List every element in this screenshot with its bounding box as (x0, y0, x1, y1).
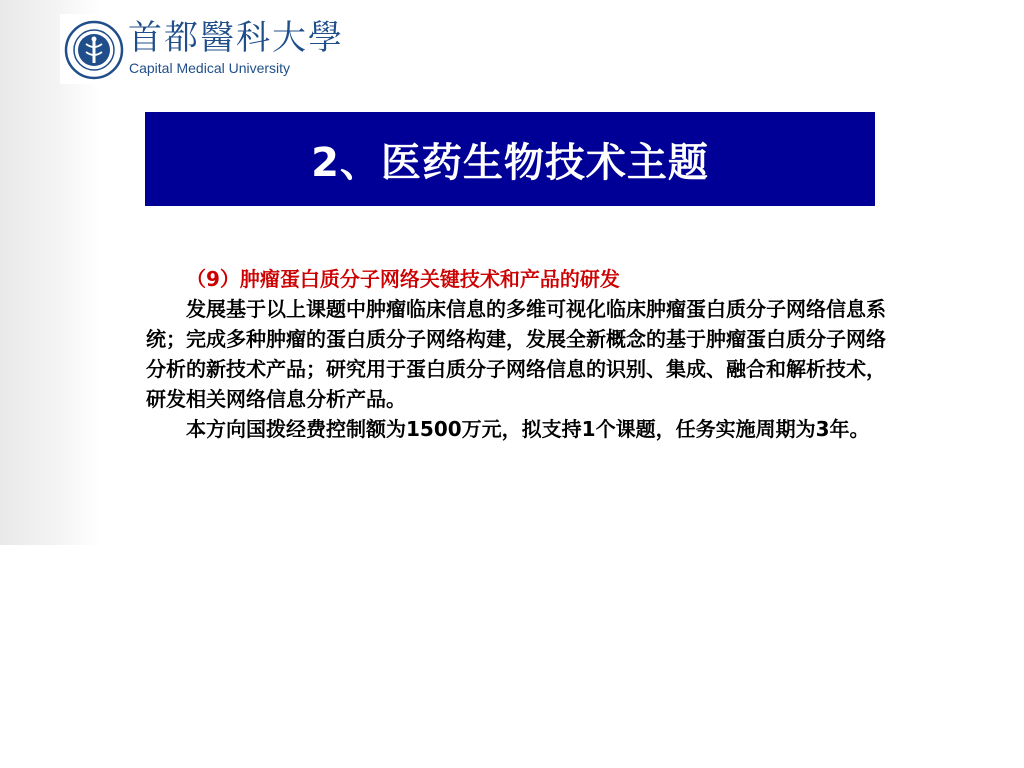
title-banner (145, 112, 875, 206)
slide-content (146, 264, 896, 444)
slide-title: 2、医药生物技术主题 (311, 139, 709, 186)
university-emblem-icon (64, 20, 124, 80)
funding-info: 本方向国拨经费控制额为1500万元，拟支持1个课题，任务实施周期为3年。 (186, 417, 870, 441)
topic-heading: （9）肿瘤蛋白质分子网络关键技术和产品的研发 (186, 267, 620, 291)
topic-description: 发展基于以上课题中肿瘤临床信息的多维可视化临床肿瘤蛋白质分子网络信息系统；完成多种肿瘤的蛋白质分子网络构建，发展全新概念的基于肿瘤蛋白质分子网络分析的新技术产品；研究用于蛋白质分子网络信息的识别、集成、融合和解析技术，研发相关网络信息分析产品。 (146, 297, 886, 411)
university-logo (60, 14, 344, 84)
university-name-en: Capital Medical University (129, 60, 291, 76)
university-name-cn: 首都醫科大學 (128, 18, 344, 58)
